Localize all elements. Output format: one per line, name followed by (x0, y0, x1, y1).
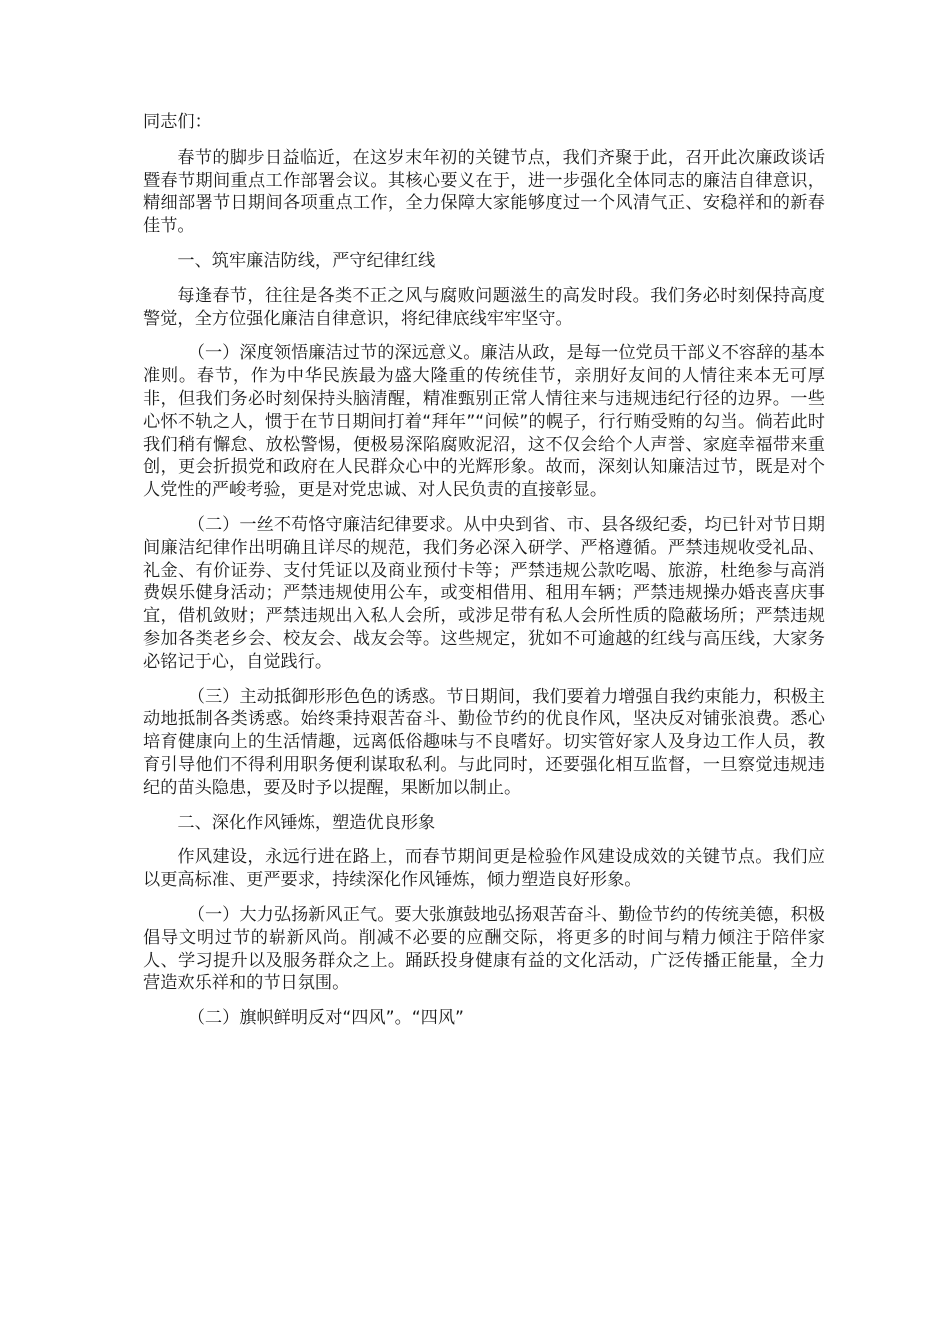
paragraph-section1-lead: 每逢春节，往往是各类不正之风与腐败问题滋生的高发时段。我们务必时刻保持高度警觉，全方位强化廉洁自律意识，将纪律底线牢牢坚守。 (143, 285, 825, 329)
section-heading-1: 一、筑牢廉洁防线，严守纪律红线 (177, 250, 436, 271)
document-page (143, 111, 825, 1042)
section-heading-2: 二、深化作风锤炼，塑造优良形象 (177, 812, 436, 833)
paragraph-section1-item1: （一）深度领悟廉洁过节的深远意义。廉洁从政，是每一位党员干部义不容辞的基本准则。春节，作为中华民族最为盛大隆重的传统佳节，亲朋好友间的人情往来本无可厚非，但我们务必时刻保持头脑清醒，精准甄别正常人情往来与违规违纪行径的边界。一些心怀不轨之人，惯于在节日期间打着“拜年”“问候”的幌子，行行贿受贿的勾当。倘若此时我们稍有懈怠、放松警惕，便极易深陷腐败泥沼，这不仅会给个人声誉、家庭幸福带来重创，更会折损党和政府在人民群众心中的光辉形象。故而，深刻认知廉洁过节，既是对个人党性的严峻考验，更是对党忠诚、对人民负责的直接彰显。 (143, 343, 825, 501)
paragraph-section1-item2: （二）一丝不苟恪守廉洁纪律要求。从中央到省、市、县各级纪委，均已针对节日期间廉洁纪律作出明确且详尽的规范，我们务必深入研学、严格遵循。严禁违规收受礼品、礼金、有价证券、支付凭证以及商业预付卡等；严禁违规公款吃喝、旅游，杜绝参与高消费娱乐健身活动；严禁违规使用公车，或变相借用、租用车辆；严禁违规操办婚丧喜庆事宜，借机敛财；严禁违规出入私人会所，或涉足带有私人会所性质的隐蔽场所；严禁违规参加各类老乡会、校友会、战友会等。这些规定，犹如不可逾越的红线与高压线，大家务必铭记于心，自觉践行。 (143, 514, 825, 672)
paragraph-section1-item3: （三）主动抵御形形色色的诱惑。节日期间，我们要着力增强自我约束能力，积极主动地抵制各类诱惑。始终秉持艰苦奋斗、勤俭节约的优良作风，坚决反对铺张浪费。悉心培育健康向上的生活情趣，远离低俗趣味与不良嗜好。切实管好家人及身边工作人员，教育引导他们不得利用职务便利谋取私利。与此同时，还要强化相互监督，一旦察觉违规违纪的苗头隐患，要及时予以提醒，果断加以制止。 (143, 686, 825, 798)
paragraph-section2-lead: 作风建设，永远行进在路上，而春节期间更是检验作风建设成效的关键节点。我们应以更高标准、更严要求，持续深化作风锤炼，倾力塑造良好形象。 (143, 847, 825, 891)
paragraph-intro: 春节的脚步日益临近，在这岁末年初的关键节点，我们齐聚于此，召开此次廉政谈话暨春节期间重点工作部署会议。其核心要义在于，进一步强化全体同志的廉洁自律意识，精细部署节日期间各项重点工作，全力保障大家能够度过一个风清气正、安稳祥和的新春佳节。 (143, 147, 825, 237)
paragraph-section2-item2: （二）旗帜鲜明反对“四风”。“四风” (187, 1008, 464, 1029)
salutation: 同志们： (143, 112, 212, 132)
paragraph-section2-item1: （一）大力弘扬新风正气。要大张旗鼓地弘扬艰苦奋斗、勤俭节约的传统美德，积极倡导文明过节的崭新风尚。削减不必要的应酬交际，将更多的时间与精力倾注于陪伴家人、学习提升以及服务群众之上。踊跃投身健康有益的文化活动，广泛传播正能量，全力营造欢乐祥和的节日氛围。 (143, 904, 825, 994)
